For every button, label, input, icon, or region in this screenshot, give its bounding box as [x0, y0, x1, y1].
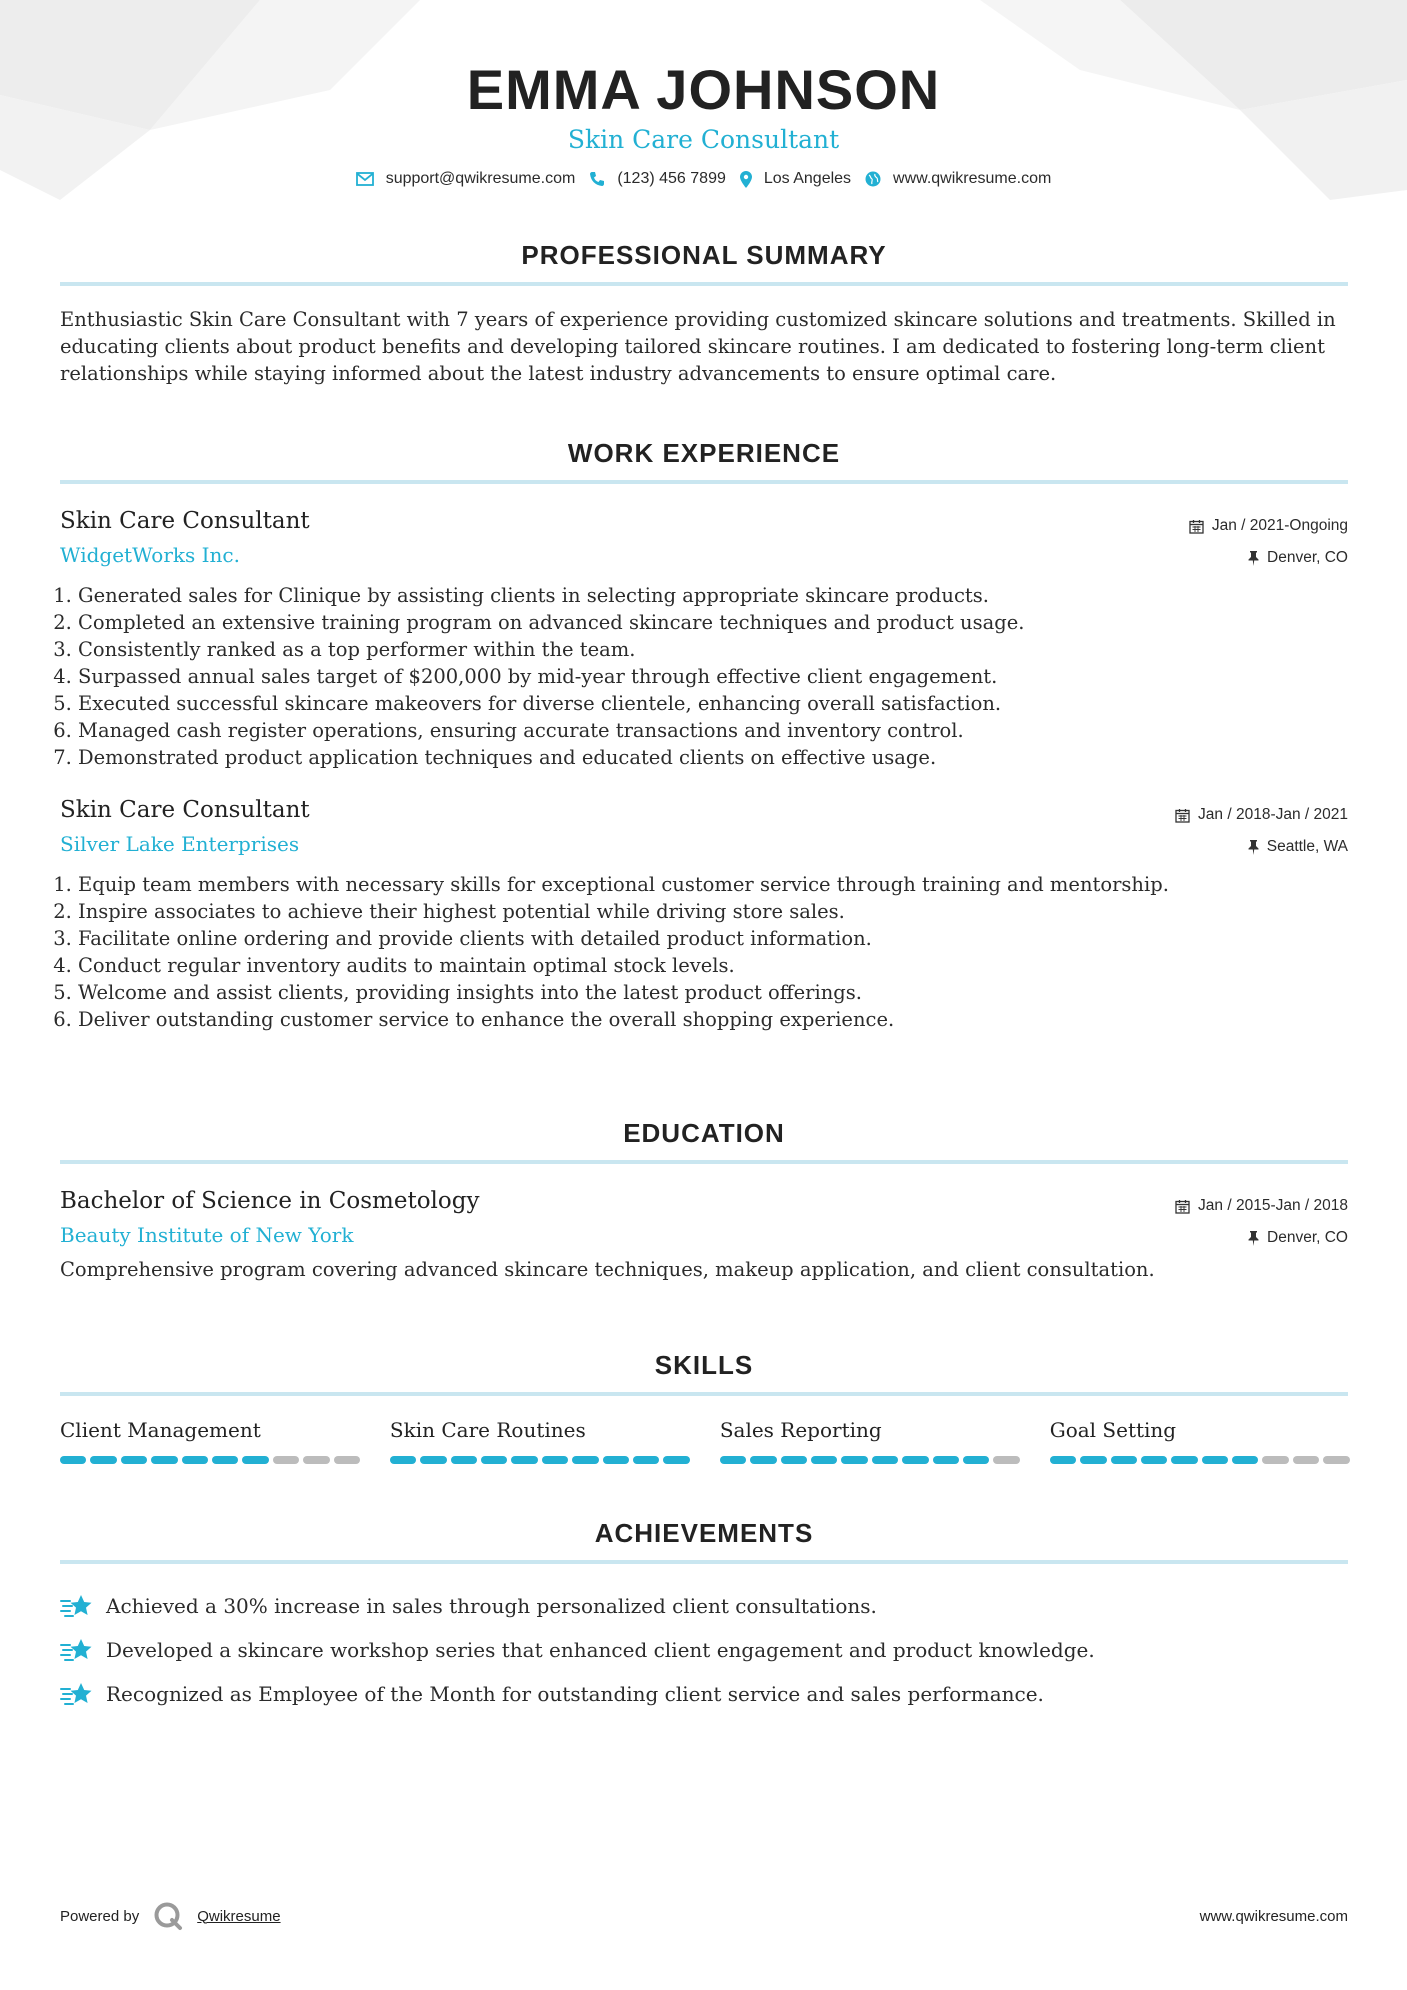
list-item: 6. Managed cash register operations, ensuring accurate transactions and inventory control. — [78, 717, 1348, 744]
skill-segment-empty — [273, 1456, 299, 1464]
achievement-text: Achieved a 30% increase in sales through personalized client consultations. — [106, 1594, 877, 1618]
skill-segment-filled — [781, 1456, 807, 1464]
contact-email[interactable] — [356, 170, 576, 188]
list-item: 3. Consistently ranked as a top performer within the team. — [78, 636, 1348, 663]
skill-segment-filled — [841, 1456, 867, 1464]
job-bullets — [60, 871, 1348, 1033]
achievement-text: Developed a skincare workshop series that enhanced client engagement and product knowledge. — [106, 1638, 1095, 1662]
pushpin-icon — [1248, 1231, 1259, 1246]
skills-grid — [60, 1416, 1348, 1464]
phone-icon — [589, 171, 605, 187]
skill-segment-empty — [303, 1456, 329, 1464]
education-dates: Jan / 2015-Jan / 2018 — [1198, 1197, 1348, 1214]
skill-segment-filled — [511, 1456, 537, 1464]
skill-segment-filled — [182, 1456, 208, 1464]
education-description: Comprehensive program covering advanced skincare techniques, makeup application, and client consultation. — [60, 1258, 1155, 1281]
job-title: Skin Care Consultant — [60, 508, 310, 534]
skill-segment-filled — [1202, 1456, 1228, 1464]
section-divider — [60, 1160, 1348, 1164]
education-location: Denver, CO — [1267, 1229, 1348, 1246]
website-text: www.qwikresume.com — [893, 170, 1052, 187]
skill-segment-filled — [121, 1456, 147, 1464]
skill-segment-filled — [872, 1456, 898, 1464]
skill-name: Skin Care Routines — [389, 1418, 586, 1442]
skill-rating-bar — [390, 1456, 690, 1464]
map-pin-icon — [740, 171, 752, 188]
pushpin-icon — [1248, 840, 1259, 855]
achievements-heading: ACHIEVEMENTS — [594, 1518, 814, 1548]
list-item: 7. Demonstrated product application techniques and educated clients on effective usage. — [78, 744, 1348, 771]
degree-title: Bachelor of Science in Cosmetology — [60, 1188, 480, 1214]
education-heading: EDUCATION — [623, 1118, 785, 1148]
shooting-star-icon — [60, 1592, 94, 1620]
list-item: 5. Executed successful skincare makeovers for diverse clientele, enhancing overall satisfaction. — [78, 690, 1348, 717]
email-text: support@qwikresume.com — [385, 170, 576, 187]
skills-section — [60, 1348, 1348, 1464]
achievement-text: Recognized as Employee of the Month for outstanding client service and sales performance. — [106, 1682, 1044, 1706]
job-meta — [1175, 799, 1348, 863]
skill-segment-filled — [663, 1456, 689, 1464]
section-divider — [60, 480, 1348, 484]
skill-segment-filled — [572, 1456, 598, 1464]
list-item: 4. Conduct regular inventory audits to maintain optimal stock levels. — [78, 952, 1348, 979]
qwikresume-logo-icon — [153, 1901, 183, 1931]
education-meta — [1175, 1190, 1348, 1254]
skill-item — [60, 1416, 360, 1464]
list-item: 6. Deliver outstanding customer service to enhance the overall shopping experience. — [78, 1006, 1348, 1033]
skill-segment-filled — [811, 1456, 837, 1464]
list-item: 5. Welcome and assist clients, providing insights into the latest product offerings. — [78, 979, 1348, 1006]
page-footer — [60, 1896, 1348, 1936]
job-dates: Jan / 2018-Jan / 2021 — [1198, 806, 1348, 823]
skill-segment-empty — [1262, 1456, 1288, 1464]
skill-name: Sales Reporting — [719, 1418, 882, 1442]
job-dates: Jan / 2021-Ongoing — [1211, 517, 1348, 534]
job-meta — [1189, 510, 1348, 574]
job-bullets — [60, 582, 1348, 771]
list-item: 1. Equip team members with necessary skills for exceptional customer service through training and mentorship. — [78, 871, 1348, 898]
skill-rating-bar — [1050, 1456, 1350, 1464]
skill-segment-filled — [963, 1456, 989, 1464]
skill-segment-filled — [151, 1456, 177, 1464]
pushpin-icon — [1248, 551, 1259, 566]
calendar-icon — [1175, 1199, 1190, 1214]
job-location: Seattle, WA — [1266, 838, 1348, 855]
shooting-star-icon — [60, 1680, 94, 1708]
achievement-item — [60, 1584, 1348, 1628]
skill-segment-filled — [633, 1456, 659, 1464]
contact-location — [740, 170, 851, 188]
shooting-star-icon — [60, 1636, 94, 1664]
skill-segment-filled — [902, 1456, 928, 1464]
skill-segment-filled — [542, 1456, 568, 1464]
skill-segment-filled — [420, 1456, 446, 1464]
skill-segment-filled — [933, 1456, 959, 1464]
skill-item — [1050, 1416, 1350, 1464]
skill-rating-bar — [720, 1456, 1020, 1464]
job-entry — [60, 795, 1348, 1033]
contact-bar — [0, 170, 1407, 188]
education-section — [60, 1116, 1348, 1283]
experience-section — [60, 436, 1348, 1033]
skill-segment-filled — [1171, 1456, 1197, 1464]
globe-icon — [865, 171, 881, 187]
skill-segment-empty — [993, 1456, 1019, 1464]
job-title: Skin Care Consultant — [60, 797, 310, 823]
job-entry — [60, 506, 1348, 771]
section-divider — [60, 1560, 1348, 1564]
candidate-name: EMMA JOHNSON — [466, 58, 941, 121]
skill-segment-filled — [1080, 1456, 1106, 1464]
list-item: 4. Surpassed annual sales target of $200,000 by mid-year through effective client engagement. — [78, 663, 1348, 690]
skill-segment-empty — [1293, 1456, 1319, 1464]
achievement-item — [60, 1672, 1348, 1716]
skill-name: Goal Setting — [1049, 1418, 1177, 1442]
skill-segment-filled — [212, 1456, 238, 1464]
summary-section — [60, 238, 1348, 387]
summary-heading: PROFESSIONAL SUMMARY — [521, 240, 887, 270]
contact-phone[interactable] — [589, 170, 726, 188]
resume-header — [0, 58, 1407, 188]
skill-segment-filled — [603, 1456, 629, 1464]
list-item: 2. Inspire associates to achieve their highest potential while driving store sales. — [78, 898, 1348, 925]
achievements-list — [60, 1584, 1348, 1716]
envelope-icon — [356, 172, 374, 186]
footer-website[interactable]: www.qwikresume.com — [1199, 1907, 1348, 1925]
skill-segment-filled — [451, 1456, 477, 1464]
skill-segment-filled — [1050, 1456, 1076, 1464]
qwikresume-link[interactable]: Qwikresume — [197, 1907, 281, 1925]
skill-rating-bar — [60, 1456, 360, 1464]
school-name: Beauty Institute of New York — [60, 1223, 354, 1247]
skill-segment-filled — [720, 1456, 746, 1464]
skills-heading: SKILLS — [654, 1350, 754, 1380]
candidate-title: Skin Care Consultant — [567, 125, 840, 154]
skill-item — [720, 1416, 1020, 1464]
skill-item — [390, 1416, 690, 1464]
list-item: 2. Completed an extensive training program on advanced skincare techniques and product usage. — [78, 609, 1348, 636]
skill-name: Client Management — [60, 1418, 261, 1442]
company-name: Silver Lake Enterprises — [60, 832, 300, 856]
achievement-item — [60, 1628, 1348, 1672]
powered-by — [60, 1901, 281, 1931]
phone-text: (123) 456 7899 — [617, 170, 726, 187]
skill-segment-filled — [750, 1456, 776, 1464]
location-text: Los Angeles — [763, 170, 852, 187]
calendar-icon — [1189, 519, 1204, 534]
skill-segment-empty — [334, 1456, 360, 1464]
section-divider — [60, 1392, 1348, 1396]
skill-segment-filled — [481, 1456, 507, 1464]
skill-segment-empty — [1323, 1456, 1349, 1464]
skill-segment-filled — [1232, 1456, 1258, 1464]
skill-segment-filled — [390, 1456, 416, 1464]
powered-by-label: Powered by — [60, 1907, 140, 1925]
education-entry — [60, 1186, 1348, 1283]
skill-segment-filled — [90, 1456, 116, 1464]
achievements-section — [60, 1516, 1348, 1716]
skill-segment-filled — [60, 1456, 86, 1464]
list-item: 3. Facilitate online ordering and provide clients with detailed product information. — [78, 925, 1348, 952]
experience-heading: WORK EXPERIENCE — [567, 438, 841, 468]
summary-text: Enthusiastic Skin Care Consultant with 7 years of experience providing customized skincare solutions and treatments. Skilled in educating clients about product benefits and developing tailored skincare routines. I am dedicated to fostering long-term client relationships while staying informed about the latest industry advancements to ensure optimal care. — [60, 308, 1336, 385]
section-divider — [60, 282, 1348, 286]
list-item: 1. Generated sales for Clinique by assisting clients in selecting appropriate skincare products. — [78, 582, 1348, 609]
company-name: WidgetWorks Inc. — [60, 543, 240, 567]
skill-segment-filled — [242, 1456, 268, 1464]
skill-segment-filled — [1141, 1456, 1167, 1464]
calendar-icon — [1175, 808, 1190, 823]
skill-segment-filled — [1111, 1456, 1137, 1464]
contact-website[interactable] — [865, 170, 1051, 188]
job-location: Denver, CO — [1267, 549, 1348, 566]
